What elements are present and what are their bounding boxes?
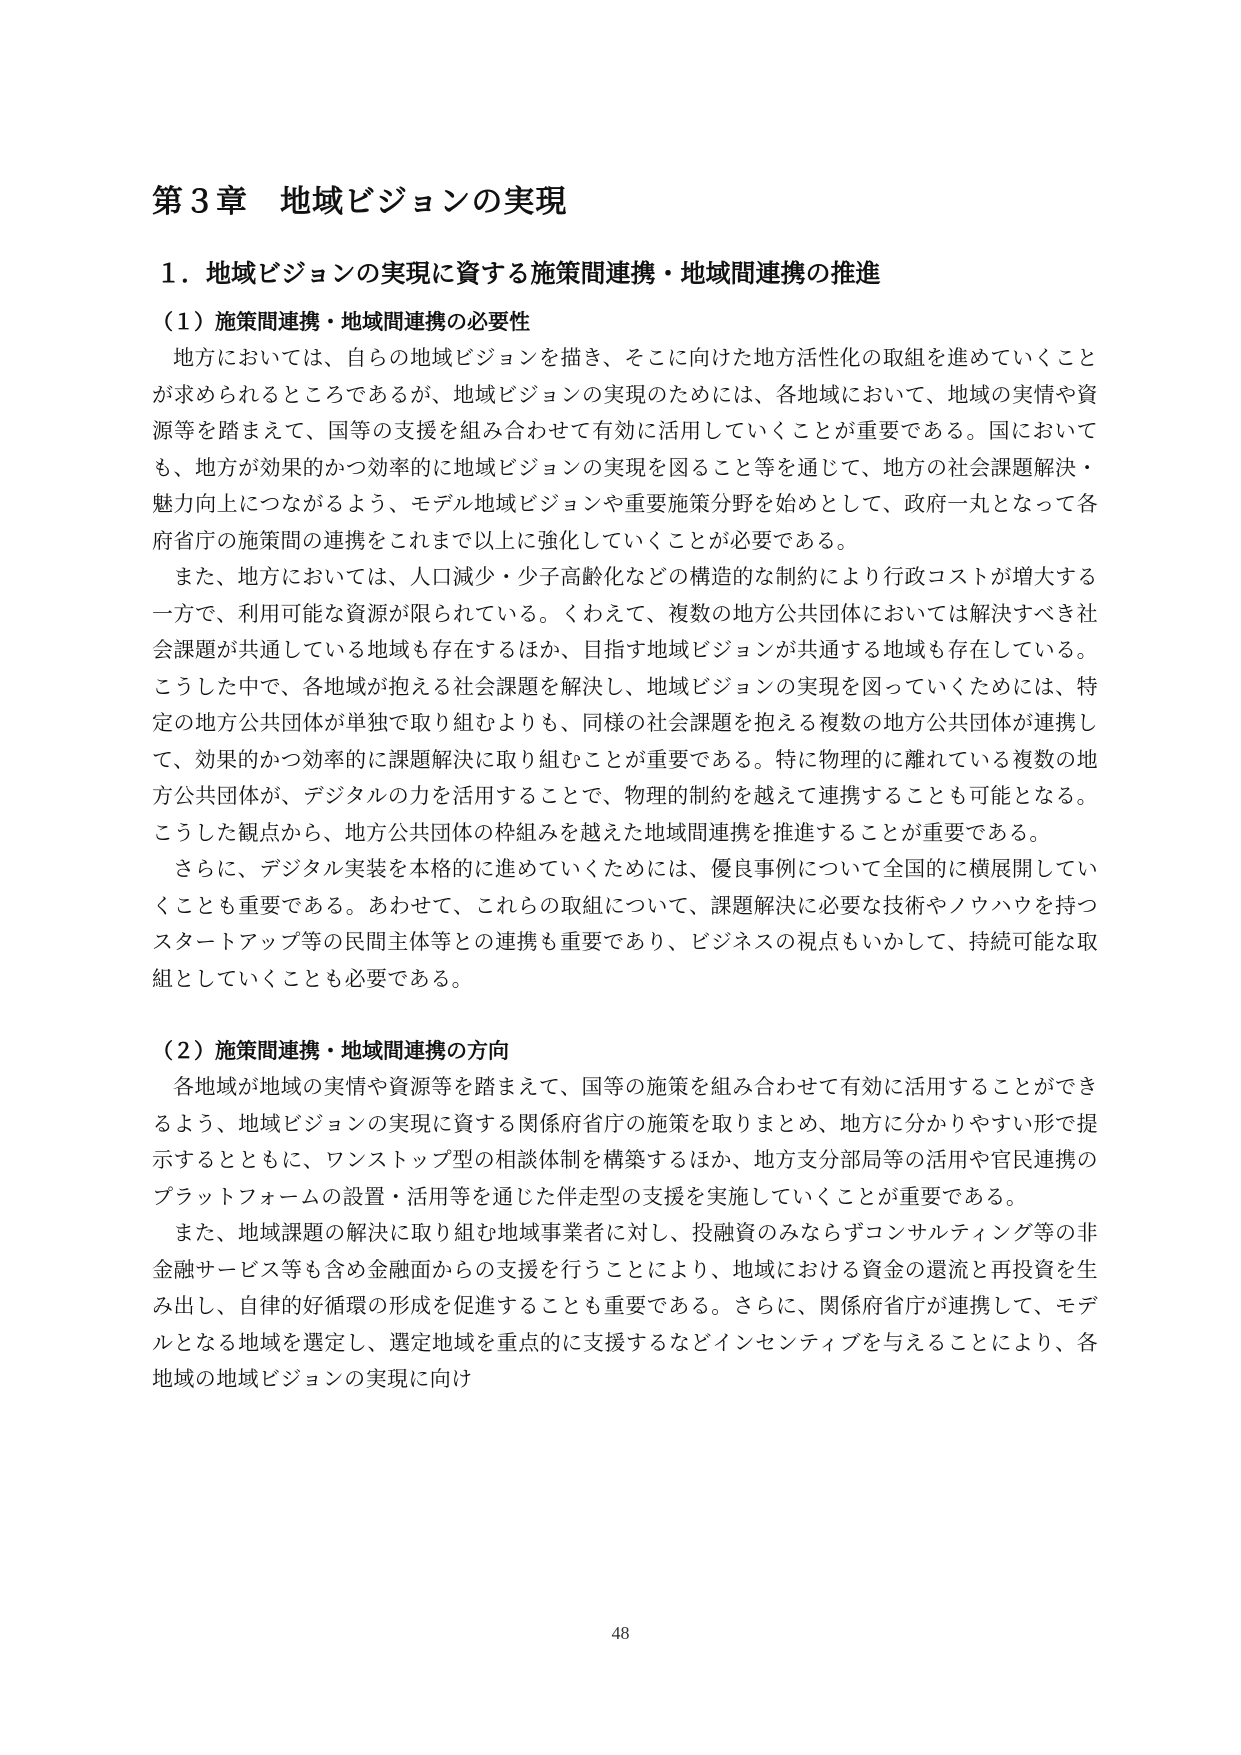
subsection-heading-2: （２）施策間連携・地域間連携の方向 <box>152 1039 509 1063</box>
paragraph: また、地方においては、人口減少・少子高齢化などの構造的な制約により行政コストが増大する一方で、利用可能な資源が限られている。くわえて、複数の地方公共団体においては解決すべき社会課題が共通している地域も存在するほか、目指す地域ビジョンが共通する地域も存在している。こうした中で、各地域が抱える社会課題を解決し、地域ビジョンの実現を図っていくためには、特定の地方公共団体が単独で取り組むよりも、同様の社会課題を抱える複数の地方公共団体が連携して、効果的かつ効率的に課題解決に取り組むことが重要である。特に物理的に離れている複数の地方公共団体が、デジタルの力を活用することで、物理的制約を越えて連携することも可能となる。こうした観点から、地方公共団体の枠組みを越えた地域間連携を推進することが重要である。 <box>152 565 1098 845</box>
paragraph: また、地域課題の解決に取り組む地域事業者に対し、投融資のみならずコンサルティング等の非金融サービス等も含め金融面からの支援を行うことにより、地域における資金の還流と再投資を生み出し、自律的好循環の形成を促進することも重要である。さらに、関係府省庁が連携して、モデルとなる地域を選定し、選定地域を重点的に支援するなどインセンティブを与えることにより、各地域の地域ビジョンの実現に向け <box>152 1221 1098 1391</box>
paragraph: 地方においては、自らの地域ビジョンを描き、そこに向けた地方活性化の取組を進めていくことが求められるところであるが、地域ビジョンの実現のためには、各地域において、地域の実情や資源等を踏まえて、国等の支援を組み合わせて有効に活用していくことが重要である。国においても、地方が効果的かつ効率的に地域ビジョンの実現を図ること等を通じて、地方の社会課題解決・魅力向上につながるよう、モデル地域ビジョンや重要施策分野を始めとして、政府一丸となって各府省庁の施策間の連携をこれまで以上に強化していくことが必要である。 <box>152 346 1098 553</box>
chapter-title: 第３章 地域ビジョンの実現 <box>152 184 568 220</box>
subsection-heading-1: （１）施策間連携・地域間連携の必要性 <box>152 310 530 334</box>
page-content <box>152 180 1098 1398</box>
page-number: 48 <box>611 1623 630 1643</box>
section-title: １．地域ビジョンの実現に資する施策間連携・地域間連携の推進 <box>156 259 881 288</box>
paragraph: さらに、デジタル実装を本格的に進めていくためには、優良事例について全国的に横展開していくことも重要である。あわせて、これらの取組について、課題解決に必要な技術やノウハウを持つスタートアップ等の民間主体等との連携も重要であり、ビジネスの視点もいかして、持続可能な取組としていくことも必要である。 <box>152 857 1098 991</box>
paragraph: 各地域が地域の実情や資源等を踏まえて、国等の施策を組み合わせて有効に活用することができるよう、地域ビジョンの実現に資する関係府省庁の施策を取りまとめ、地方に分かりやすい形で提示するとともに、ワンストップ型の相談体制を構築するほか、地方支分部局等の活用や官民連携のプラットフォームの設置・活用等を通じた伴走型の支援を実施していくことが重要である。 <box>152 1075 1098 1209</box>
